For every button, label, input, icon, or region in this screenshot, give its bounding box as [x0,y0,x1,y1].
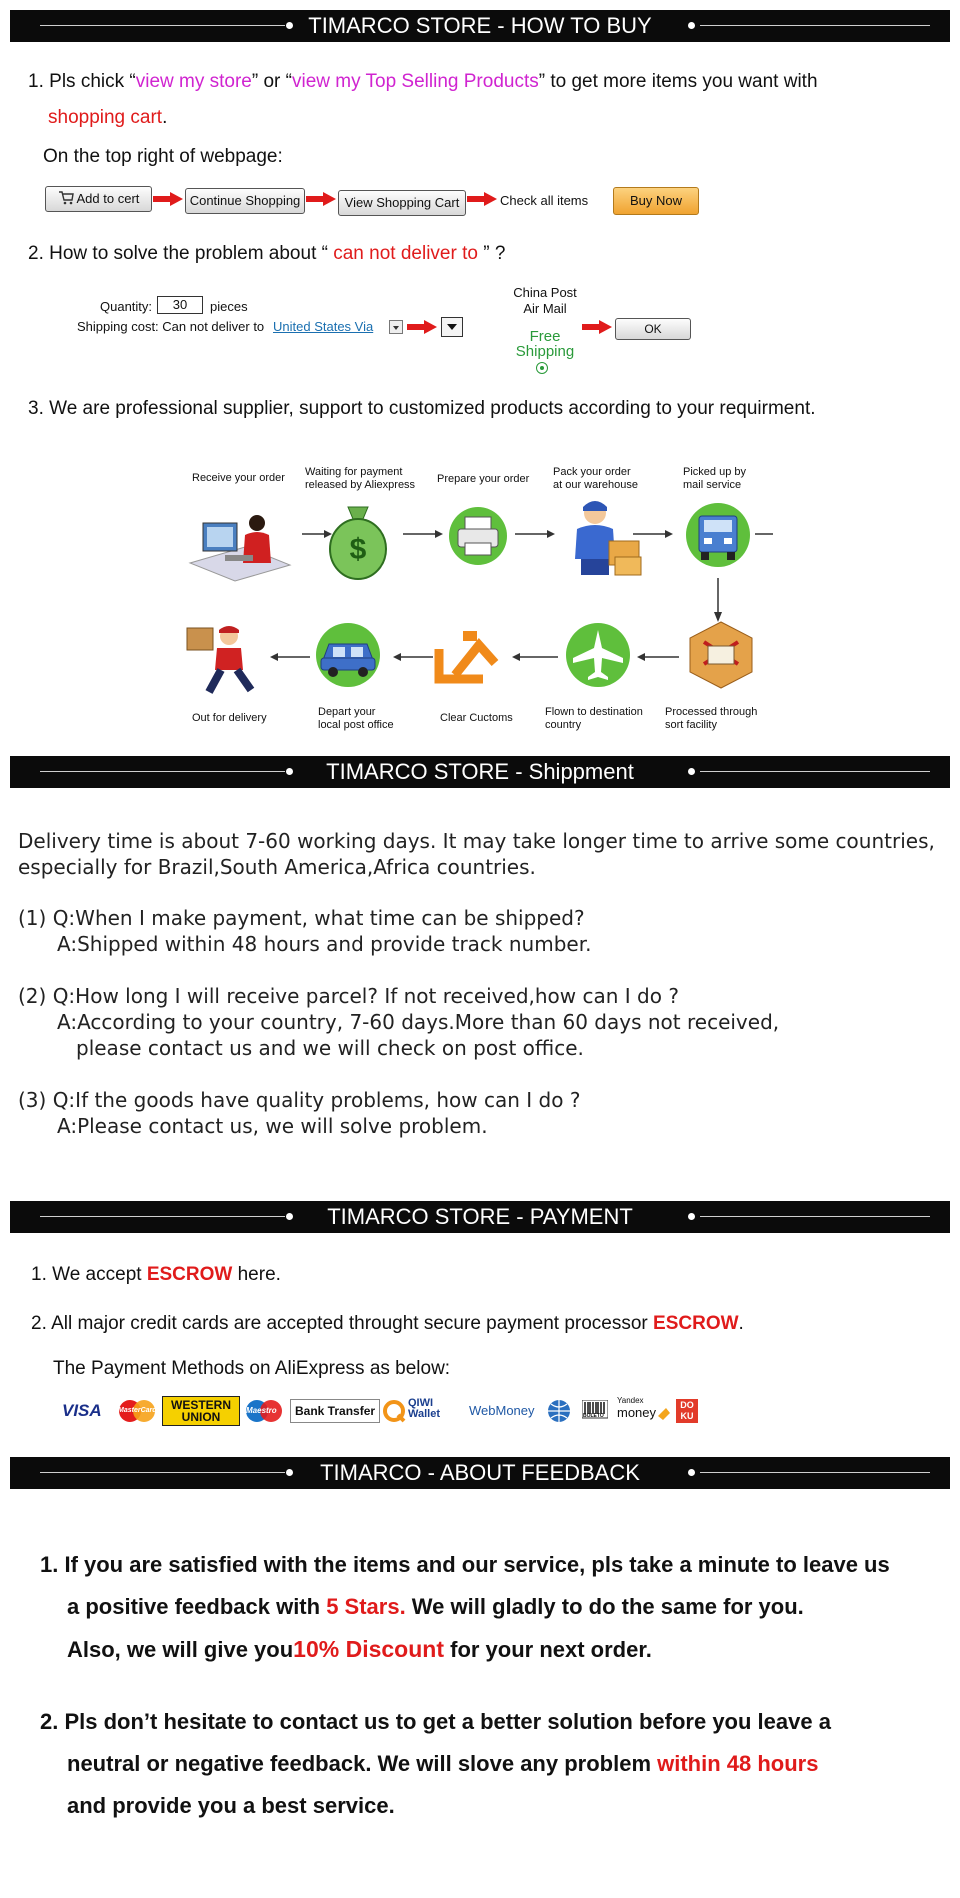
banner-feedback [10,1457,950,1489]
flow-arrow-left-icon [270,652,310,662]
boleto-logo [582,1398,608,1424]
step-number: 1. [28,71,44,92]
flow-label-line: mail service [683,479,742,491]
flow-label-line: Depart your [318,706,376,718]
flow-label-depart [318,706,394,732]
top-right-note: On the top right of webpage: [43,146,283,167]
yandex-text: Yandex [617,1396,644,1405]
escrow-text: ESCROW [146,1264,233,1285]
chevron-down-icon [442,318,462,336]
yandex-coin-icon [657,1404,671,1418]
maestro-logo [243,1398,285,1424]
banner-rule-left [40,1472,285,1473]
flow-label-line: local post office [318,719,394,731]
mastercard-text: MasterCard [118,1407,157,1414]
western-text: WESTERN [171,1398,231,1412]
delivery-line-1: Delivery time is about 7-60 working days. It may take longer time to arrive some countries, [18,829,935,853]
qiwi-text: QIWI [408,1397,434,1409]
discount-text: 10% Discount [293,1636,444,1662]
quantity-label: Quantity: [100,299,153,314]
five-stars-text: 5 Stars. [326,1594,406,1619]
banner-dot-right [688,1469,695,1476]
quantity-input[interactable]: 30 [157,296,203,314]
ok-button[interactable] [615,318,691,340]
banner-rule-left [40,1216,285,1217]
mastercard-logo [116,1398,158,1424]
china-post-text: China Post [513,285,577,300]
car-icon [313,622,383,688]
yandex-money-logo [617,1395,656,1421]
sort-facility-icon [684,618,758,692]
flow-arrow-left-icon [393,652,433,662]
view-my-store-link[interactable]: view my store [135,71,252,92]
payment-methods-note: The Payment Methods on AliExpress as below: [53,1358,451,1379]
shipping-method-link[interactable]: United States Via [273,319,374,334]
dropdown-button[interactable] [441,317,463,337]
escrow-text: ESCROW [653,1313,739,1334]
step-2-text-a: How to solve the problem about “ [49,243,328,264]
feedback-1-line-3 [67,1628,652,1671]
flow-label-picked [683,466,746,492]
banner-title: TIMARCO STORE - HOW TO BUY [308,13,652,38]
banner-rule-right [700,1472,930,1473]
banner-title: TIMARCO - ABOUT FEEDBACK [320,1460,640,1485]
banner-title: TIMARCO STORE - Shippment [326,759,634,784]
feedback-2-line-1 [40,1701,831,1743]
period: . [162,107,168,128]
chevron-down-icon [390,322,402,334]
flow-label-flown [545,706,643,732]
visa-logo: VISA [62,1401,102,1420]
banner-rule-left [40,771,285,772]
red-arrow-icon [153,192,183,206]
qiwi-logo-mark [382,1398,406,1424]
payment-text: here. [232,1264,281,1285]
boleto-text: BOLETO [583,1413,604,1419]
step-number: 2. [28,243,44,264]
feedback-text: 2. Pls don’t hesitate to contact us to get a better [40,1709,548,1734]
step-1-text-c: ” to get more items you want with [538,71,818,92]
globe-icon [546,1398,572,1424]
flow-label-line: Waiting for payment [305,466,403,478]
air-mail-text: Air Mail [523,301,567,316]
add-to-cart-label: Add to cert [76,191,140,206]
answer-3: A:Please contact us, we will solve problem. [57,1114,488,1138]
banner-rule-right [700,771,930,772]
doku-text-2: KU [680,1411,694,1421]
banner-how-to-buy [10,10,950,42]
flow-label-line: country [545,719,582,731]
banner-rule-left [40,25,285,26]
red-arrow-icon [407,320,437,334]
shopping-cart-text: shopping cart [48,107,163,128]
view-top-selling-link[interactable]: view my Top Selling Products [291,71,539,92]
banner-dot-left [286,1469,293,1476]
money-text: money [617,1405,657,1420]
shipping-text: Shipping [515,343,575,360]
add-to-cart-button[interactable] [45,186,152,212]
flow-label-clear: Clear Cuctoms [440,712,513,724]
banner-rule-right [700,1216,930,1217]
feedback-1-line-1: 1. If you are satisfied with the items and our service, pls take a minute to leave us [40,1552,890,1577]
flow-label-line: Pack your order [553,466,631,478]
payment-text: 1. We accept [31,1264,147,1285]
coin-icon [657,1407,671,1421]
can-not-deliver-text: can not deliver to [327,243,478,264]
step-1-line-2 [48,107,167,129]
flow-arrow-icon [403,529,443,539]
flow-line [755,529,773,539]
shipping-cost-label: Shipping cost: Can not deliver to [77,319,265,334]
banner-rule-right [700,25,930,26]
delivery-man-icon [185,622,265,698]
customs-icon [433,627,505,685]
step-1-text-b: ” or “ [251,71,292,92]
flow-label-line: released by Aliexpress [305,479,416,491]
doku-text-1: DO [680,1400,694,1410]
banner-dot-left [286,1213,293,1220]
flow-arrow-icon [515,529,555,539]
feedback-2-line-2 [67,1743,818,1785]
banner-dot-left [286,768,293,775]
qiwi-wallet-logo [408,1398,440,1424]
answer-2-line-1: A:According to your country, 7-60 days.More than 60 days not received, [57,1010,780,1034]
question-3: (3) Q:If the goods have quality problems, how can I do ? [18,1088,581,1112]
feedback-2-line-3: and provide you a best service. [67,1793,395,1818]
free-shipping-label [505,329,585,359]
within-48-hours-text: within 48 hours [657,1751,819,1776]
question-2: (2) Q:How long I will receive parcel? If not received,how can I do ? [18,984,679,1008]
step-2-line [28,243,505,265]
payment-text: . [738,1313,744,1334]
qiwi-icon [382,1398,406,1424]
buy-now-button[interactable] [613,187,699,215]
cart-icon [58,191,74,205]
maestro-text: Maestro [246,1406,277,1415]
flow-arrow-icon [302,529,332,539]
flow-arrow-icon [633,529,673,539]
red-arrow-icon [306,192,336,206]
banner-shippment [10,756,950,788]
truck-icon [683,502,753,568]
money-bag-icon [323,495,393,585]
svg-text:$: $ [349,533,367,566]
flow-label-line: at our warehouse [553,479,638,491]
flow-arrow-left-icon [512,652,558,662]
china-post-label [505,285,585,317]
payment-line-2 [31,1313,744,1335]
continue-shopping-label: Continue Shopping [189,193,301,208]
banner-dot-right [688,22,695,29]
step-2-text-b: ” ? [477,243,506,264]
delivery-line-2: especially for Brazil,South America,Africa countries. [18,855,536,879]
union-text: UNION [181,1410,221,1424]
computer-woman-icon [185,505,295,585]
answer-1: A:Shipped within 48 hours and provide track number. [57,932,592,956]
step-1-line [28,71,818,93]
flow-arrow-left-icon [637,652,679,662]
banner-dot-right [688,1213,695,1220]
banner-title: TIMARCO STORE - PAYMENT [327,1204,633,1229]
continue-shopping-button[interactable] [185,188,305,214]
step-1-text-a: Pls chick “ [49,71,136,92]
feedback-1-line-2 [67,1586,804,1628]
feedback-text: before you leave a [632,1709,831,1734]
feedback-text: a positive feedback with [67,1594,327,1619]
airplane-icon [563,622,633,688]
flow-label-receive: Receive your order [192,472,285,484]
feedback-text: for your next order. [444,1637,652,1662]
feedback-text: We will gladly to do the same for you. [405,1594,804,1619]
flow-label-prepare: Prepare your order [437,473,530,485]
flow-label-processed [665,706,757,732]
answer-2-line-2: please contact us and we will check on post office. [76,1036,584,1060]
ok-label: OK [644,322,662,336]
feedback-text: Also, we will give you [67,1637,294,1662]
shipping-radio[interactable] [536,362,548,374]
feedback-text: neutral or negative feedback. We will slove any problem [67,1751,658,1776]
view-shopping-cart-button[interactable] [338,190,466,216]
payment-line-1 [31,1264,281,1286]
western-union-logo [162,1396,240,1426]
banner-dot-right [688,768,695,775]
doku-logo [676,1399,698,1423]
flow-label-line: sort facility [665,719,717,731]
bank-transfer-logo: Bank Transfer [290,1399,380,1423]
dropdown-small-icon[interactable] [389,320,403,334]
pieces-label: pieces [210,299,248,314]
radio-dot [540,366,544,370]
solution-text: solution [547,1709,633,1734]
flow-label-pack [553,466,638,492]
flow-label-line: Flown to destination [545,706,643,718]
flow-label-out: Out for delivery [192,712,267,724]
webmoney-logo: WebMoney [469,1403,535,1418]
red-arrow-icon [467,192,497,206]
free-text: Free [529,328,561,345]
printer-icon [448,505,508,567]
banner-dot-left [286,22,293,29]
flow-arrow-down-icon [713,578,723,622]
wallet-text: Wallet [408,1408,440,1420]
red-arrow-icon [582,320,612,334]
webmoney-globe-logo [546,1398,572,1424]
step-3-line: 3. We are professional supplier, support to customized products according to your requirment. [28,398,816,419]
banner-payment [10,1201,950,1233]
question-1: (1) Q:When I make payment, what time can be shipped? [18,906,585,930]
view-shopping-cart-label: View Shopping Cart [344,195,460,210]
payment-text: 2. All major credit cards are accepted throught secure payment processor [31,1313,654,1334]
flow-label-line: Processed through [665,706,758,718]
check-all-items-text: Check all items [500,193,589,208]
flow-label-waiting [305,466,415,492]
flow-label-line: Picked up by [683,466,746,478]
buy-now-label: Buy Now [629,193,683,208]
